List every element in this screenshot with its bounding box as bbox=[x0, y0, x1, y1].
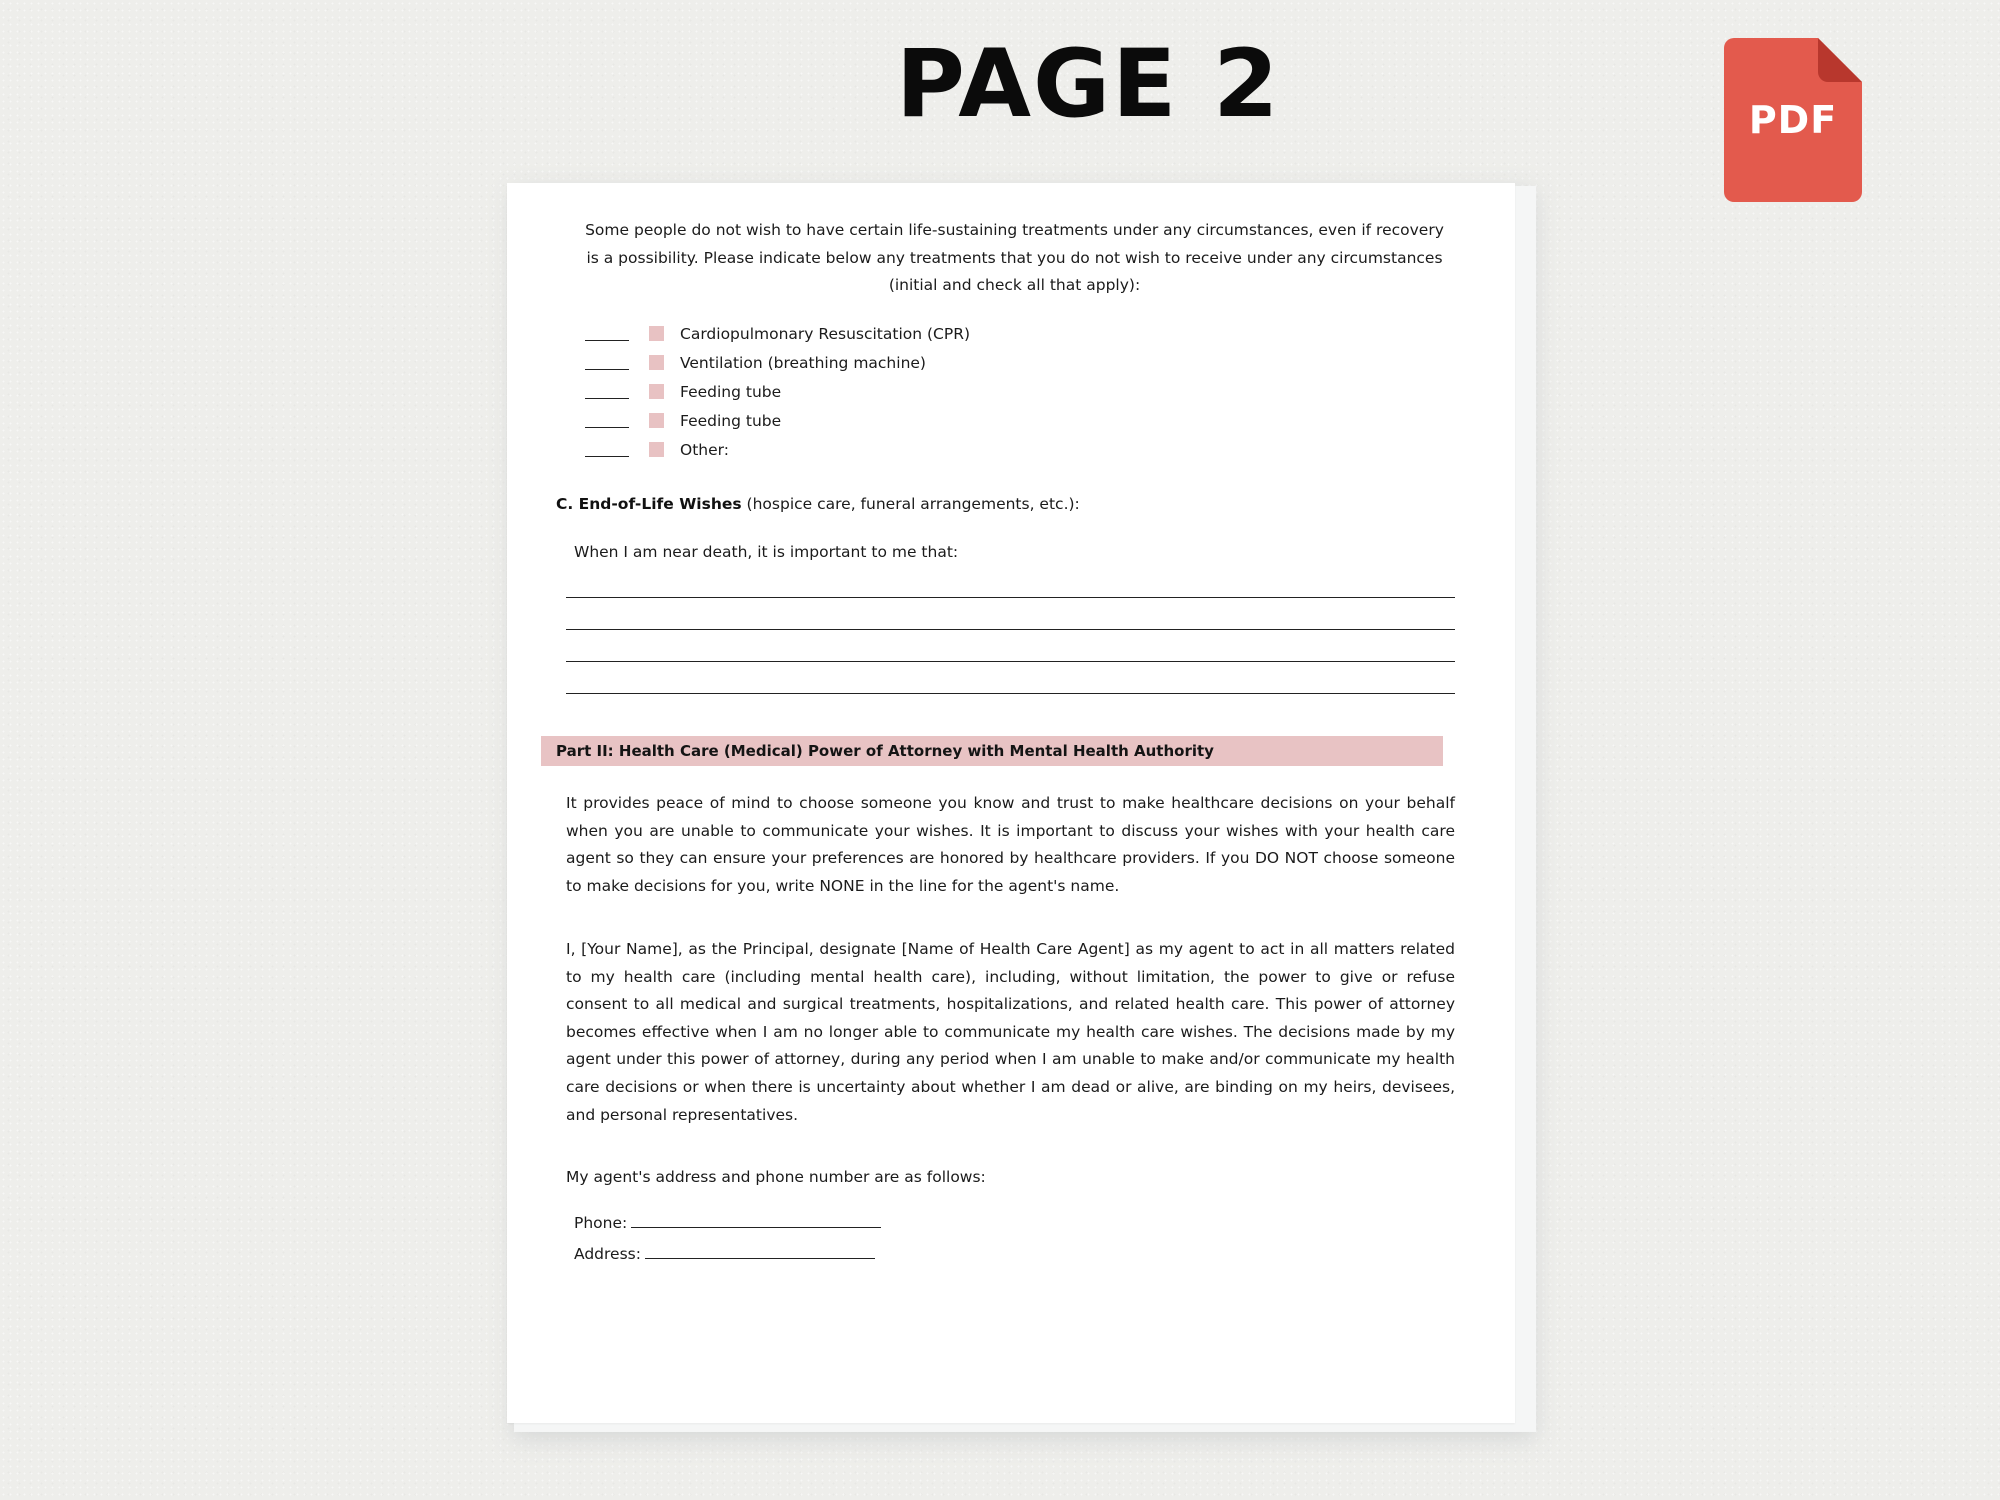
treatment-intro: Some people do not wish to have certain life-sustaining treatments under any circumstances, even if recovery is a possibility. Please indicate below any treatments that you do not wish to receive under any circumstances (initial and check all that apply): bbox=[585, 221, 1444, 294]
initial-blank[interactable] bbox=[585, 456, 629, 457]
treatment-checkbox[interactable] bbox=[649, 384, 664, 399]
initial-blank[interactable] bbox=[585, 369, 629, 370]
page-title: PAGE 2 bbox=[896, 30, 1281, 139]
agent-intro-paragraph: It provides peace of mind to choose someone you know and trust to make healthcare decisions on your behalf when you are unable to communicate your wishes. It is important to discuss your wishes with your health care agent so they can ensure your preferences are honored by healthcare providers. If you DO NOT choose someone to make decisions for you, write NONE in the line for the agent's name. bbox=[566, 794, 1455, 895]
treatment-option bbox=[585, 435, 1185, 464]
treatment-option-label: Feeding tube bbox=[680, 411, 782, 430]
phone-label: Phone: bbox=[574, 1214, 628, 1232]
treatment-checkbox[interactable] bbox=[649, 326, 664, 341]
treatment-checkbox[interactable] bbox=[649, 355, 664, 370]
writing-line[interactable] bbox=[566, 661, 1455, 662]
treatment-option-label: Cardiopulmonary Resuscitation (CPR) bbox=[680, 324, 971, 343]
end-of-life-prompt: When I am near death, it is important to me that: bbox=[574, 543, 959, 561]
writing-line[interactable] bbox=[566, 597, 1455, 598]
treatment-option bbox=[585, 406, 1185, 435]
treatment-option-label: Feeding tube bbox=[680, 382, 782, 401]
phone-field bbox=[574, 1214, 881, 1232]
designation-paragraph: I, [Your Name], as the Principal, designate [Name of Health Care Agent] as my agent to act in all matters related to my health care (including mental health care), including, without limitation, the power to give or refuse consent to all medical and surgical treatments, hospitalizations, and related health care. This power of attorney becomes effective when I am no longer able to communicate my health care wishes. The decisions made by my agent under this power of attorney, during any period when I am unable to make and/or communicate my health care decisions or when there is uncertainty about whether I am dead or alive, are binding on my heirs, devisees, and personal representatives. bbox=[566, 940, 1455, 1124]
treatment-option bbox=[585, 348, 1185, 377]
phone-blank[interactable] bbox=[631, 1227, 881, 1228]
treatment-option-label: Ventilation (breathing machine) bbox=[680, 353, 926, 372]
address-blank[interactable] bbox=[645, 1258, 875, 1259]
heading-area bbox=[0, 0, 2000, 150]
document-page bbox=[507, 183, 1515, 1423]
initial-blank[interactable] bbox=[585, 427, 629, 428]
writing-line[interactable] bbox=[566, 693, 1455, 694]
initial-blank[interactable] bbox=[585, 398, 629, 399]
address-field bbox=[574, 1245, 875, 1263]
writing-line[interactable] bbox=[566, 629, 1455, 630]
treatment-checkbox[interactable] bbox=[649, 442, 664, 457]
section-c-note: (hospice care, funeral arrangements, etc.): bbox=[741, 495, 1080, 513]
treatment-checkbox[interactable] bbox=[649, 413, 664, 428]
treatment-option bbox=[585, 377, 1185, 406]
agent-contact-intro: My agent's address and phone number are as follows: bbox=[566, 1168, 986, 1186]
initial-blank[interactable] bbox=[585, 340, 629, 341]
pdf-file-icon bbox=[1724, 38, 1862, 202]
section-c-title: C. End-of-Life Wishes bbox=[556, 495, 742, 513]
treatment-option-label: Other: bbox=[680, 440, 729, 459]
pdf-badge-label: PDF bbox=[1748, 98, 1838, 142]
part-ii-heading: Part II: Health Care (Medical) Power of Attorney with Mental Health Authority bbox=[541, 736, 1443, 766]
treatment-option bbox=[585, 319, 1185, 348]
address-label: Address: bbox=[574, 1245, 641, 1263]
treatment-options-list bbox=[585, 319, 1185, 464]
section-c-heading bbox=[556, 495, 1080, 513]
